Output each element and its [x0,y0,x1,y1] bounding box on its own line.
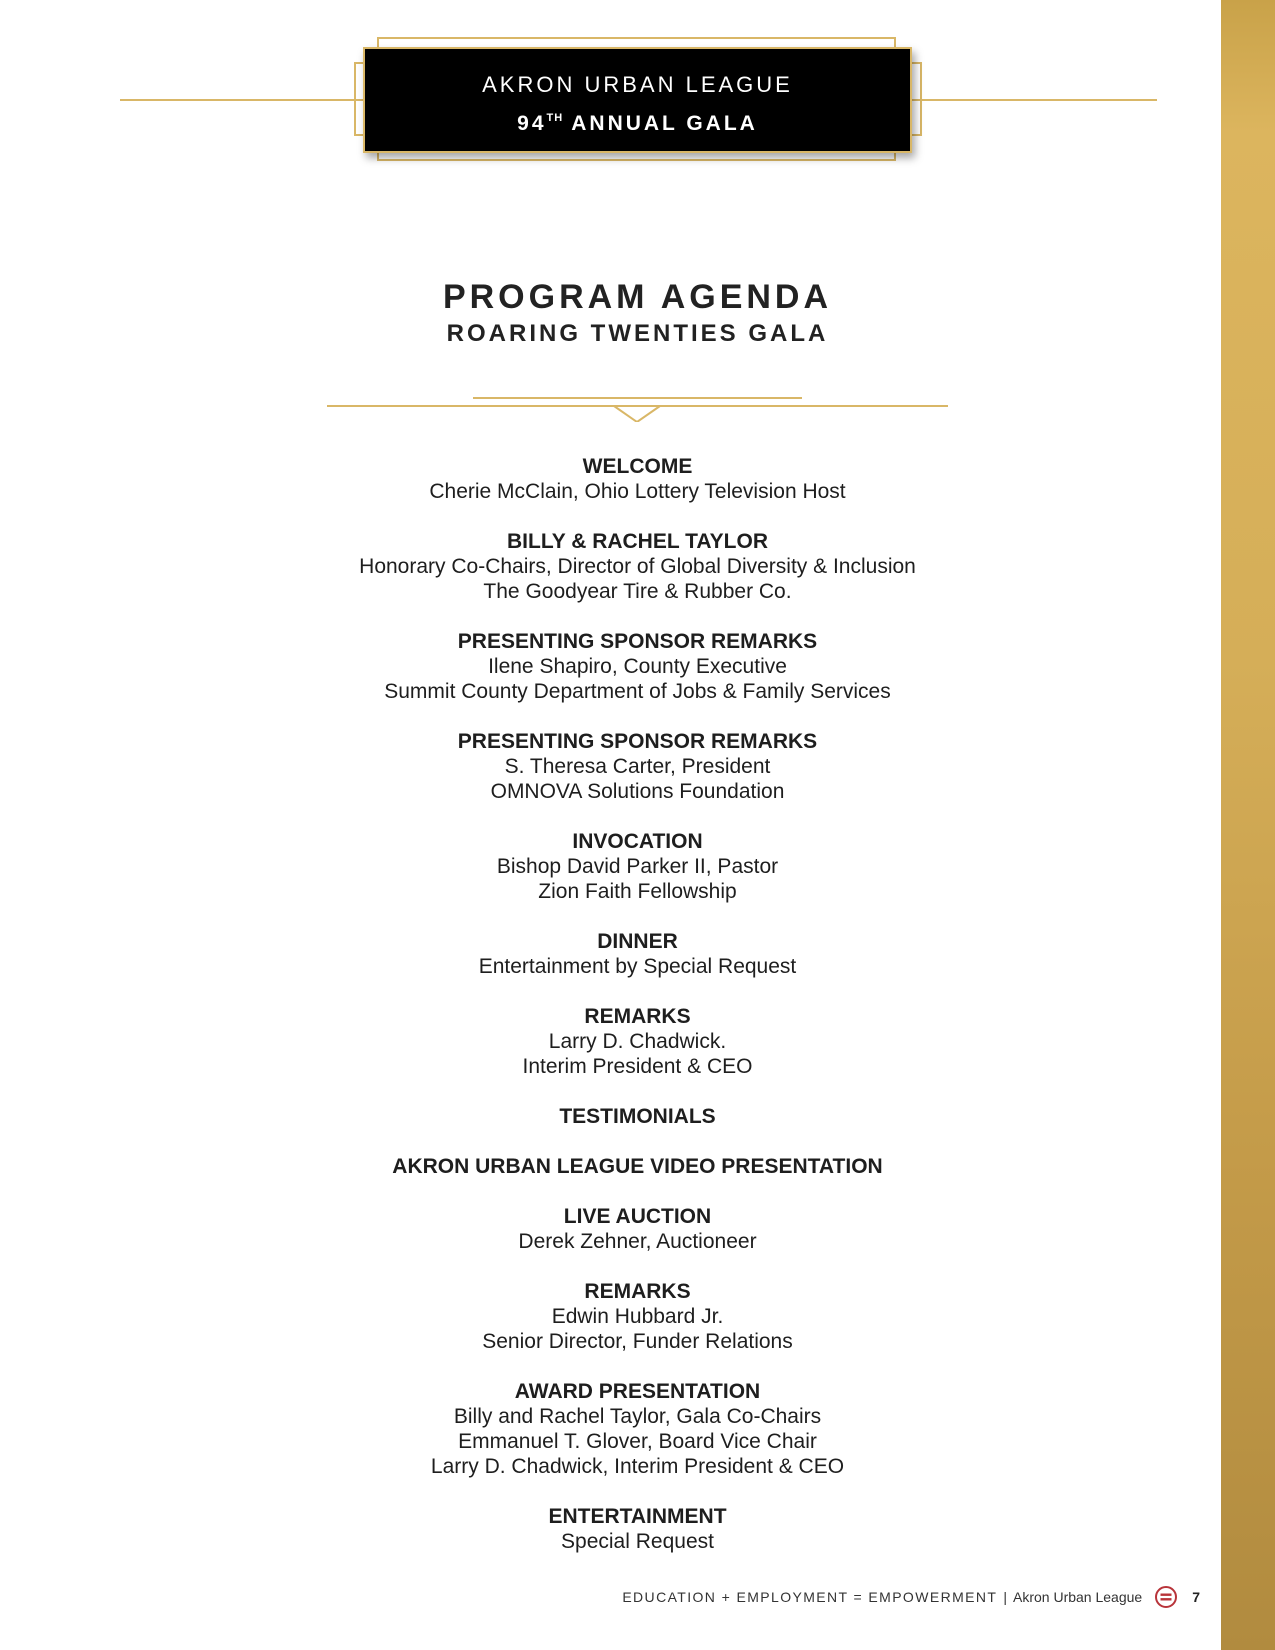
agenda-item-detail: Zion Faith Fellowship [538,880,737,903]
agenda-item-detail: S. Theresa Carter, President [504,755,771,778]
agenda-item-heading: LIVE AUCTION [563,1205,712,1228]
page-subtitle: ROARING TWENTIES GALA [446,320,829,347]
agenda-item-detail: Bishop David Parker II, Pastor [496,855,779,878]
agenda-item-heading: AKRON URBAN LEAGUE VIDEO PRESENTATION [392,1155,883,1178]
header-badge [363,47,912,153]
page-title: PROGRAM AGENDA [442,278,833,316]
header-rule-left [120,99,363,101]
agenda-item [150,1104,1125,1129]
gala-number-suffix: TH [546,112,564,124]
agenda-item-detail: Larry D. Chadwick, Interim President & CEO [430,1455,845,1478]
header-org-name: AKRON URBAN LEAGUE [482,72,793,97]
agenda-item-heading: BILLY & RACHEL TAYLOR [507,530,768,553]
agenda-item-detail: Emmanuel T. Glover, Board Vice Chair [458,1430,817,1453]
agenda-item [150,1204,1125,1254]
footer-tagline: EDUCATION + EMPLOYMENT = EMPOWERMENT [622,1589,998,1605]
agenda-item [150,1279,1125,1354]
agenda-item [150,629,1125,704]
agenda-item-heading: REMARKS [584,1280,691,1303]
page-number: 7 [1192,1589,1200,1605]
gold-side-bar [1221,0,1275,1650]
agenda-item-detail: Honorary Co-Chairs, Director of Global Diversity & Inclusion [359,555,916,578]
agenda-item-heading: REMARKS [584,1005,691,1028]
header-rule-right [910,99,1157,101]
gala-name: ANNUAL GALA [571,112,758,135]
urban-league-equality-logo-icon [1154,1585,1178,1609]
agenda-item-heading: AWARD PRESENTATION [514,1380,761,1403]
ornamental-divider [327,392,948,422]
agenda-item-heading: PRESENTING SPONSOR REMARKS [457,630,818,653]
footer-org-name: Akron Urban League [1013,1589,1143,1605]
program-agenda [150,454,1125,1579]
agenda-item [150,1379,1125,1479]
agenda-item [150,829,1125,904]
agenda-item-detail: Billy and Rachel Taylor, Gala Co-Chairs [453,1405,822,1428]
agenda-item-detail: OMNOVA Solutions Foundation [490,780,785,803]
agenda-item-detail: Entertainment by Special Request [478,955,797,978]
agenda-item [150,729,1125,804]
header-gala-title [365,104,910,138]
agenda-item-detail: Cherie McClain, Ohio Lottery Television Host [429,480,846,503]
agenda-item-detail: Ilene Shapiro, County Executive [488,655,787,678]
agenda-item-detail: Interim President & CEO [522,1055,753,1078]
agenda-item [150,1154,1125,1179]
agenda-item-heading: ENTERTAINMENT [548,1505,727,1528]
agenda-item-heading: PRESENTING SPONSOR REMARKS [457,730,818,753]
gala-number: 94 [517,112,547,135]
agenda-item-heading: TESTIMONIALS [559,1105,716,1128]
agenda-item [150,1504,1125,1554]
agenda-item [150,529,1125,604]
page-footer [622,1583,1200,1611]
agenda-item-detail: The Goodyear Tire & Rubber Co. [483,580,792,603]
agenda-item [150,1004,1125,1079]
agenda-item-detail: Special Request [561,1530,714,1553]
agenda-item-detail: Larry D. Chadwick. [548,1030,727,1053]
agenda-item-heading: DINNER [597,930,678,953]
agenda-item-detail: Edwin Hubbard Jr. [551,1305,724,1328]
agenda-item-heading: INVOCATION [572,830,703,853]
agenda-item [150,454,1125,504]
agenda-item-heading: WELCOME [582,455,693,478]
agenda-item-detail: Summit County Department of Jobs & Family Services [384,680,891,703]
agenda-item-detail: Senior Director, Funder Relations [482,1330,793,1353]
agenda-item-detail: Derek Zehner, Auctioneer [518,1230,757,1253]
footer-separator: | [1003,1589,1007,1605]
agenda-item [150,929,1125,979]
